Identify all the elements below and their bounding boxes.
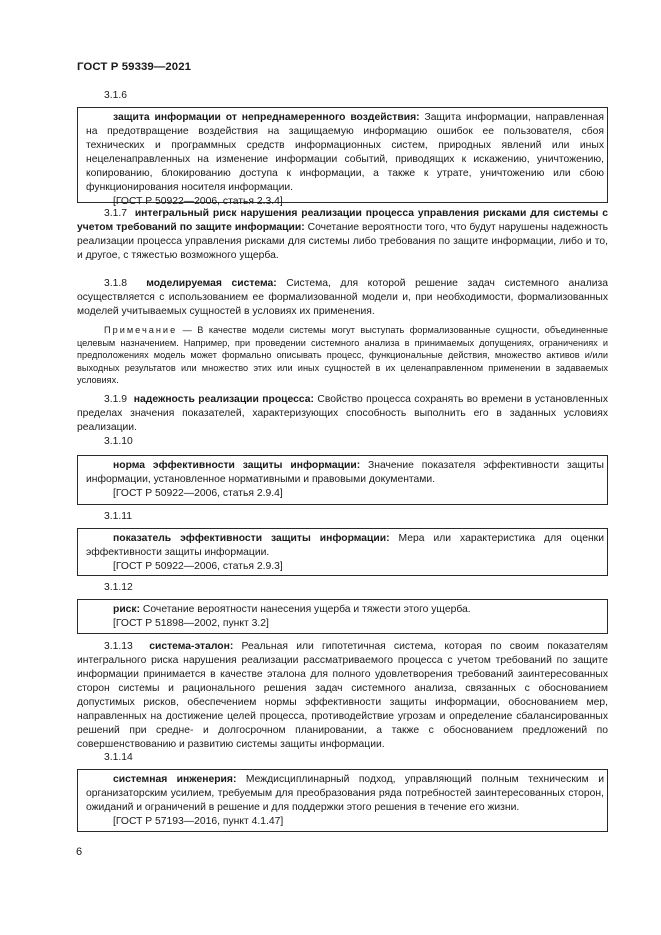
definition-text-3-1-10: Значение показателя эффективности защиты информации, установленное нормативными и правовыми документами. [86,460,604,485]
page-number: 6 [76,846,83,858]
note-block [77,324,608,387]
definition-box-3-1-12 [77,599,608,634]
definition-text-3-1-11: Мера или характеристика для оценки эффективности защиты информации. [86,533,604,558]
definition-3-1-11 [86,532,604,560]
term-3-1-14: системная инженерия: [113,774,237,785]
clause-3-1-7 [77,207,608,263]
clause-number-3-1-12: 3.1.12 [104,582,133,593]
term-3-1-10: норма эффективности защиты информации: [113,460,361,471]
term-3-1-12: риск: [113,604,141,615]
clause-3-1-8 [77,277,608,319]
definition-3-1-9 [77,393,608,435]
definition-3-1-14 [86,773,604,815]
source-ref-3-1-10: [ГОСТ Р 50922—2006, статья 2.9.4] [113,488,283,499]
definition-box-3-1-11 [77,528,608,576]
definition-text-3-1-8: Система, для которой решение задач системного анализа осуществляется с использованием ее формализованной модели и, при необходимости, формализованных моделей учитываемых сущностей в условиях их применения. [77,278,609,317]
clause-number-3-1-7: 3.1.7 [104,208,128,219]
clause-3-1-9 [77,393,608,435]
clause-number-3-1-8: 3.1.8 [104,278,128,289]
clause-number-3-1-9: 3.1.9 [104,394,128,405]
definition-text-3-1-14: Междисциплинарный подход, управляющий полным техническим и организаторским усилием, требуемым для преобразования ряда потребностей заинтересованных сторон, ожиданий и ограничений в решение и для поддержки этого решения в течение его жизни. [86,774,604,813]
definition-text-3-1-6: Защита информации, направленная на предотвращение воздействия на защищаемую информацию ошибок ее пользователя, сбоя технических и программных средств информационных систем, природных явлений или иных нецеленаправленных на изменение информации событий, приводящих к искажению, уничтожению, копированию, блокированию доступа к информации, а также к утрате, уничтожению или сбою функционирования носителя информации. [86,112,604,193]
definition-3-1-7 [77,207,608,263]
document-header: ГОСТ Р 59339—2021 [77,61,192,73]
definition-3-1-10 [86,459,604,487]
clause-number-3-1-11: 3.1.11 [104,511,132,522]
note-label: Примечание [104,325,178,335]
term-3-1-13: система-эталон: [149,641,234,652]
definition-text-3-1-7: Сочетание вероятности того, что будут нарушены надежность реализации процесса управления рисками для системы либо требования по защите информации, либо и то, и другое, с тяжестью возможного ущерба. [77,222,608,261]
term-3-1-9: надежность реализации процесса: [133,394,314,405]
clause-number-3-1-14: 3.1.14 [104,752,133,763]
source-ref-3-1-12: [ГОСТ Р 51898—2002, пункт 3.2] [113,618,269,629]
definition-text-3-1-13: Реальная или гипотетичная система, которая по своим показателям интегрального риска нарушения реализации рассматриваемого процесса с учетом требований по защите информации принимается в качестве эталона для полного удовлетворения требований заинтересованных сторон системы и рационального решения задач системного анализа, связанных с обоснованием допустимых рисков, обеспечением нормы эффективности защиты информации, обоснованием мер, направленных на достижение целей процесса, противодействие угрозам и определение сбалансированных решений при средне- и долгосрочном планировании, а также с обоснованием предложений по совершенствованию и развитию системы защиты информации. [77,641,609,750]
clause-3-1-13 [77,640,608,752]
source-ref-3-1-14: [ГОСТ Р 57193—2016, пункт 4.1.47] [113,816,284,827]
source-ref-3-1-11: [ГОСТ Р 50922—2006, статья 2.9.3] [113,561,283,572]
definition-3-1-12 [86,603,604,617]
definition-3-1-13 [77,640,608,752]
definition-text-3-1-9: Свойство процесса сохранять во времени в установленных пределах значения показателей, характеризующих способность выполнить его в заданных условиях реализации. [77,394,609,433]
clause-number-3-1-13: 3.1.13 [104,641,133,652]
clause-number-3-1-6: 3.1.6 [104,90,128,101]
term-3-1-7: интегральный риск нарушения реализации процесса управления рисками для системы с учетом требований по защите информации: [77,208,608,233]
definition-3-1-8 [77,277,608,319]
term-3-1-11: показатель эффективности защиты информации: [113,533,390,544]
note-text: — В качестве модели системы могут выступать формализованные сущности, объединенные целевым назначением. Например, при проведении системного анализа в принимаемых допущениях, ограничениях и предположениях модель может формально описывать процесс, функциональные действия, множество активов и/или выходных результатов или множество этих или иных сущностей в их целенаправленном применении в задаваемых условиях. [77,325,608,385]
note-paragraph [77,324,608,387]
definition-box-3-1-10 [77,455,608,505]
definition-box-3-1-6 [77,107,608,207]
term-3-1-6: защита информации от непреднамеренного воздействия: [113,112,420,123]
definition-box-3-1-14 [77,769,608,832]
source-ref-3-1-6: [ГОСТ Р 50922—2006, статья 2.3.4] [113,196,283,207]
definition-text-3-1-12: Сочетание вероятности нанесения ущерба и тяжести этого ущерба. [140,604,471,615]
definition-3-1-6 [86,111,604,195]
term-3-1-8: моделируемая система: [146,278,277,289]
clause-number-3-1-10: 3.1.10 [104,436,133,447]
